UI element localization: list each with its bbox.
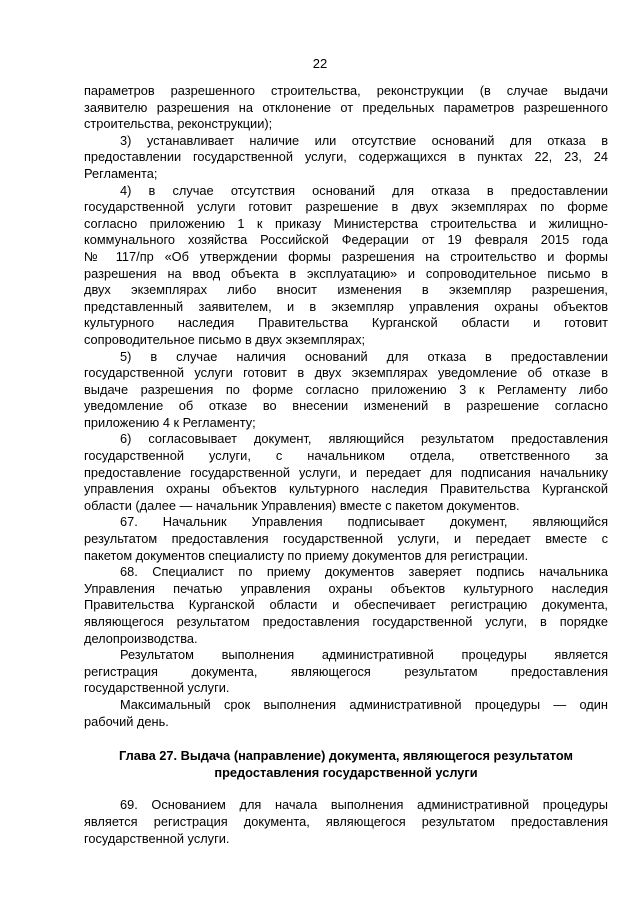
- text-line: предоставлении государственной услуги, содержащихся в пунктах 22, 23, 24: [84, 149, 608, 165]
- document-body: [84, 83, 608, 847]
- text-line: государственной услуги, с начальником отдела, ответственного за: [84, 448, 608, 464]
- text-line: управления охраны объектов культурного наследия Правительства Курганской: [84, 481, 608, 497]
- text-line: регистрация документа, являющегося результатом предоставления: [84, 663, 608, 679]
- text-line: государственной услуги готовит в двух экземплярах уведомление об отказе в: [84, 365, 608, 381]
- page-number: 22: [312, 56, 328, 71]
- text-line: приложению 4 к Регламенту;: [84, 414, 256, 430]
- section-spacer: [84, 781, 608, 797]
- text-line: делопроизводства.: [84, 630, 198, 646]
- section-spacer: [84, 730, 608, 748]
- text-line: предоставление государственной услуги, и передает для подписания начальнику: [84, 464, 608, 480]
- text-line: Правительства Курганской области и обеспечивает регистрацию документа,: [84, 597, 608, 613]
- text-line: параметров разрешенного строительства, реконструкции (в случае выдачи: [84, 83, 608, 98]
- text-line: являющегося результатом предоставления государственной услуги, в порядке: [84, 614, 608, 629]
- text-line: уведомление об отказе во внесении изменений в разрешение согласно: [84, 398, 608, 414]
- paragraph-start: Максимальный срок выполнения административной процедуры — один: [120, 696, 608, 712]
- text-line: пакетом документов специалисту по приему документов для регистрации.: [84, 547, 529, 563]
- text-line: № 117/пр «Об утверждении формы разрешения на строительство и формы: [84, 248, 608, 264]
- text-line: Управления печатью управления охраны объектов культурного наследия: [84, 580, 608, 596]
- text-line: заявителю разрешения на отклонение от предельных параметров разрешенного: [84, 99, 608, 115]
- text-line: коммунального хозяйства Российской Федерации от 19 февраля 2015 года: [84, 232, 608, 248]
- text-line: согласно приложению 1 к приказу Министерства строительства и жилищно-: [84, 215, 608, 231]
- paragraph-start: 67. Начальник Управления подписывает документ, являющийся: [120, 514, 608, 530]
- text-line: рабочий день.: [84, 713, 169, 729]
- paragraph-start: 69. Основанием для начала выполнения административной процедуры: [120, 797, 608, 813]
- text-line: государственной услуги.: [84, 680, 230, 696]
- text-line: государственной услуги готовит разрешение в двух экземплярах по форме: [84, 199, 608, 215]
- text-line: двух экземплярах либо вносит изменения в экземпляр разрешения,: [84, 282, 608, 298]
- paragraph-start: Результатом выполнения административной процедуры является: [120, 647, 608, 663]
- text-line: государственной услуги.: [84, 830, 230, 846]
- text-line: является регистрация документа, являющегося результатом предоставления: [84, 813, 608, 829]
- text-line: сопроводительное письмо в двух экземплярах;: [84, 331, 366, 347]
- chapter-heading-line-1: Глава 27. Выдача (направление) документа, являющегося результатом: [119, 748, 573, 764]
- text-line: области (далее — начальник Управления) вместе с пакетом документов.: [84, 497, 520, 513]
- chapter-heading-line-2: предоставления государственной услуги: [214, 764, 478, 780]
- text-line: строительства, реконструкции);: [84, 116, 273, 132]
- paragraph-start: 4) в случае отсутствия оснований для отказа в предоставлении: [120, 182, 608, 198]
- text-line: результатом предоставления государственной услуги, и передает вместе с: [84, 531, 608, 547]
- paragraph-start: 68. Специалист по приему документов заверяет подпись начальника: [120, 564, 608, 580]
- text-line: выдаче разрешения по форме согласно приложению 3 к Регламенту либо: [84, 381, 608, 397]
- paragraph-start: 3) устанавливает наличие или отсутствие оснований для отказа в: [120, 132, 608, 148]
- paragraph-start: 5) в случае наличия оснований для отказа в предоставлении: [120, 348, 608, 364]
- text-line: разрешения на ввод объекта в эксплуатацию» и сопроводительное письмо в: [84, 265, 608, 281]
- text-line: Регламента;: [84, 165, 158, 181]
- text-line: представленный заявителем, и в экземпляр управления охраны объектов: [84, 298, 608, 314]
- paragraph-start: 6) согласовывает документ, являющийся результатом предоставления: [120, 431, 608, 447]
- text-line: культурного наследия Правительства Курганской области и готовит: [84, 315, 608, 331]
